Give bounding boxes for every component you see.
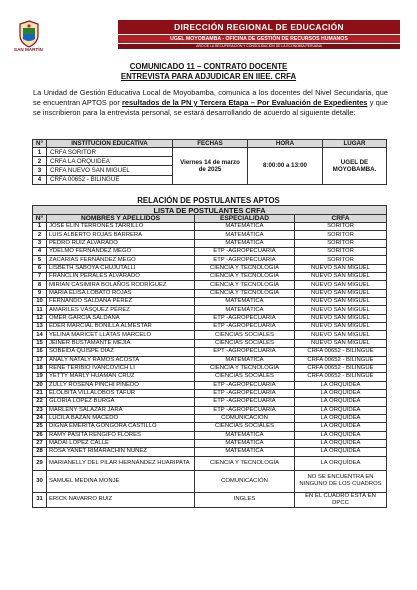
table-row [33,298,387,306]
schedule-col-num: N° [33,140,47,148]
row-name: ZACARIAS FERNÁNDEZ MEGO [47,256,195,264]
row-crfa: SORITOR [295,223,387,231]
row-crfa: LA ORQUÍDEA [295,381,387,389]
row-especialidad: MATEMÁTICA [195,223,295,231]
row-crfa: CRFA 00652 - BILINGÜE [295,348,387,356]
row-number: 12 [33,314,47,322]
table-row [33,439,387,447]
section-title: RELACIÓN DE POSTULANTES APTOS [137,196,280,205]
letterhead [14,20,400,52]
row-number: 16 [33,348,47,356]
row-especialidad: CIENCIA Y TECNOLOGÍA [195,364,295,372]
table-row [33,231,387,239]
row-crfa: NUEVO SAN MIGUEL [295,289,387,297]
row-number: 24 [33,414,47,422]
header-small-text: AÑO DE LA RECUPERACIÓN Y CONSOLIDACIÓN DE LA ECONOMÍA PERUANA [118,44,400,49]
applicants-table [32,205,387,508]
row-crfa: SORITOR [295,248,387,256]
row-crfa: NUEVO SAN MIGUEL [295,273,387,281]
row-crfa: LA ORQUÍDEA [295,406,387,414]
row-crfa: NUEVO SAN MIGUEL [295,298,387,306]
row-especialidad: CIENCIA Y TECNOLOGÍA [195,264,295,272]
row-crfa: NUEVO SAN MIGUEL [295,264,387,272]
row-especialidad: COMUNICACIÓN [195,414,295,422]
schedule-col-lugar: LUGAR [323,140,387,148]
row-especialidad: ETP -AGROPECUARIA [195,381,295,389]
row-crfa: NUEVO SAN MIGUEL [295,281,387,289]
row-name: YDELMO FERNÁNDEZ MEGO [47,248,195,256]
row-crfa: NO SE ENCUENTRA EN NINGUNO DE LOS CUADROS [295,470,387,492]
row-name: GLORIA LÓPEZ BURGA [47,398,195,406]
row-number: 4 [33,248,47,256]
table-row [33,339,387,347]
row-number: 26 [33,431,47,439]
table-row [33,389,387,397]
table-row [33,314,387,322]
header-title: DIRECCIÓN REGIONAL DE EDUCACIÓN [118,20,400,34]
row-especialidad: ETP -AGROPECUARIA [195,389,295,397]
row-name: ELOLBITA VILLALOBOS TAFUR [47,389,195,397]
row-name: JOSÉ ELIN TERRONES TARRILLO [47,223,195,231]
row-number: 28 [33,448,47,456]
row-number: 6 [33,264,47,272]
schedule-col-ie: INSTITUCIÓN EDUCATIVA [47,140,173,148]
regional-shield-icon [18,20,40,48]
row-name: FERNANDO SALDAÑA PÉREZ [47,298,195,306]
row-number: 14 [33,331,47,339]
row-name: SOBEIDA QUISPE DÍAZ [47,348,195,356]
row-name: YELINA MARICET LLATAS MARCELO [47,331,195,339]
row-crfa: EN EL CUADRO ESTÁ EN DPCC [295,492,387,507]
row-crfa: LA ORQUÍDEA [295,431,387,439]
table-row [33,248,387,256]
row-name: MARIA ELISA LOBATO ROJAS [47,289,195,297]
row-especialidad: MATEMÁTICA [195,306,295,314]
row-crfa: NUEVO SAN MIGUEL [295,331,387,339]
col-crfa: CRFA [295,215,387,223]
row-name: MARLENY SALAZAR JARA [47,406,195,414]
col-especialidad: ESPECIALIDAD [195,215,295,223]
row-number: 2 [33,231,47,239]
row-name: LUCILA BAZAN MACEDO [47,414,195,422]
row-especialidad: CIENCIA Y TECNOLOGÍA [195,289,295,297]
row-name: MIRIAN CASIMIRA BOLAÑOS RODRÍGUEZ [47,281,195,289]
row-name: MARIANELLY DEL PILAR HERNÁNDEZ HUARIPATA [47,456,195,470]
row-crfa: SORITOR [295,239,387,247]
table-row [33,414,387,422]
row-crfa: LA ORQUÍDEA [295,414,387,422]
col-name: NOMBRES Y APELLIDOS [47,215,195,223]
row-name: MADAI LÓPEZ CALLE [47,439,195,447]
row-name: DIGNA EMERITA GÓNGORA CASTILLO [47,423,195,431]
row-crfa: LA ORQUÍDEA [295,398,387,406]
row-name: ROSA YANET RIMARACHIN NÚÑEZ [47,448,195,456]
table-row [33,256,387,264]
table-row [33,470,387,492]
table-row [33,448,387,456]
table-row [33,223,387,231]
table-row [33,331,387,339]
table-row [33,492,387,507]
schedule-row: 1 CRFA SORITOR Viernes 14 de marzo de 2025 8:00:00 a 13:00 UGEL DE MOYOBAMBA. [33,148,387,157]
row-number: 15 [33,339,47,347]
schedule-table [32,139,387,185]
row-number: 21 [33,389,47,397]
row-name: ZULLY ROSENA PINCHI PINEDO [47,381,195,389]
schedule-row: 4 CRFA 00652 - BILINGÜE [33,175,387,184]
row-number: 25 [33,423,47,431]
row-especialidad: ETP -AGROPECUARIA [195,314,295,322]
row-crfa: LA ORQUÍDEA [295,456,387,470]
row-especialidad: ETP -AGROPECUARIA [195,323,295,331]
row-number: 23 [33,406,47,414]
table-row [33,398,387,406]
row-crfa: LA ORQUÍDEA [295,389,387,397]
table-row [33,264,387,272]
row-especialidad: MATEMÁTICA [195,298,295,306]
row-name: RENE TERIBIO IVANCOVICH LI [47,364,195,372]
col-num: N° [33,215,47,223]
intro-emphasis: resultados de la PN y Tercera Etapa – Por Evaluación de Expedientes [122,98,368,107]
row-name: ANALY NATALY RAMOS ACOSTA [47,356,195,364]
schedule-row: 3 CRFA NUEVO SAN MIGUEL [33,166,387,175]
row-crfa: NUEVO SAN MIGUEL [295,314,387,322]
table-row [33,381,387,389]
row-number: 20 [33,381,47,389]
row-especialidad: EPT -AGROPECUARIA [195,348,295,356]
table-row [33,456,387,470]
row-name: EDER MARCIAL BONILLA ALMESTAR [47,323,195,331]
table-row [33,289,387,297]
table-row [33,348,387,356]
row-name: FRANCLIN PERALES ALVARADO [47,273,195,281]
row-number: 19 [33,373,47,381]
table-row [33,423,387,431]
row-especialidad: ETP -AGROPECUARIA [195,256,295,264]
document-subtitle: ENTREVISTA PARA ADJUDICAR EN IIEE. CRFA [120,72,297,81]
row-especialidad: MATEMÁTICA [195,239,295,247]
row-especialidad: CIENCIAS SOCIALES [195,331,295,339]
intro-paragraph: La Unidad de Gestión Educativa Local de Moyobamba, comunica a los docentes del Nivel Secundaria, que se encuentran APTOS por resultados de la PN y Tercera Etapa – Por Evaluación de Expedientes y que se inscribieron para la entrevista personal, se estará desarrollando de acuerdo al siguiente detalle: [33,88,388,117]
row-especialidad: ETP -AGROPECUARIA [195,406,295,414]
row-crfa: LA ORQUÍDEA [295,439,387,447]
row-name: JEINER BUSTAMANTE MEJÍA [47,339,195,347]
schedule-col-hora: HORA [248,140,323,148]
row-especialidad: COMUNICACIÓN [195,470,295,492]
row-name: AMARILES VÁSQUEZ PÉREZ [47,306,195,314]
document-title: COMUNICADO 11 – CONTRATO DOCENTE [129,62,288,71]
row-name: LISBETH SABOYA CHUJUTALLI [47,264,195,272]
row-name: SAMUEL MEDINA MONJE [47,470,195,492]
table-row [33,364,387,372]
table-row [33,306,387,314]
table-row [33,356,387,364]
row-number: 10 [33,298,47,306]
row-especialidad: INGLES [195,492,295,507]
schedule-col-fechas: FECHAS [173,140,248,148]
row-crfa: NUEVO SAN MIGUEL [295,306,387,314]
row-name: PEDRO RUIZ ALVARADO [47,239,195,247]
row-crfa: NUEVO SAN MIGUEL [295,323,387,331]
schedule-fecha: Viernes 14 de marzo de 2025 [173,148,248,185]
schedule-hora: 8:00:00 a 13:00 [248,148,323,185]
row-name: OMER GARCÍA SALDAÑA [47,314,195,322]
row-number: 3 [33,239,47,247]
schedule-lugar: UGEL DE MOYOBAMBA. [323,148,387,185]
row-number: 30 [33,470,47,492]
applicants-caption: LISTA DE POSTULANTES CRFA [33,206,387,215]
row-name: RAMY PASITA RENGIFO FLORES [47,431,195,439]
row-especialidad: MATEMÁTICA [195,439,295,447]
row-especialidad: MATEMÁTICA [195,431,295,439]
row-number: 22 [33,398,47,406]
row-crfa: SORITOR [295,256,387,264]
table-row [33,281,387,289]
row-crfa: CRFA 00652 - BILINGÜE [295,373,387,381]
row-especialidad: CIENCIAS SOCIALES [195,373,295,381]
row-especialidad: CIENCIA Y TECNOLOGÍA [195,273,295,281]
row-name: LUIS ALBERTO ROJAS BARRERA [47,231,195,239]
row-number: 1 [33,223,47,231]
row-number: 29 [33,456,47,470]
row-number: 18 [33,364,47,372]
row-especialidad: MATEMÁTICA [195,356,295,364]
header-subtitle: UGEL MOYOBAMBA - OFICINA DE GESTIÓN DE RECURSOS HUMANOS [118,35,400,43]
row-number: 7 [33,273,47,281]
row-especialidad: ETP -AGROPECUARIA [195,398,295,406]
row-name: YETTY MARLY HUAMÁN CRUZ [47,373,195,381]
row-especialidad: MATEMÁTICA [195,231,295,239]
row-crfa: CRFA 00652 - BILINGÜE [295,356,387,364]
row-number: 11 [33,306,47,314]
table-row [33,431,387,439]
row-crfa: CRFA 00652 - BILINGÜE [295,364,387,372]
row-especialidad: MATEMÁTICA [195,448,295,456]
table-row [33,406,387,414]
row-especialidad: CIENCIAS SOCIALES [195,423,295,431]
schedule-row: 2 CRFA LA ORQUIDEA [33,157,387,166]
row-crfa: LA ORQUÍDEA [295,448,387,456]
row-name: ERICK NAVARRO RUIZ [47,492,195,507]
table-row [33,273,387,281]
table-row [33,323,387,331]
row-especialidad: CIENCIA Y TECNOLOGÍA [195,456,295,470]
logo-text: SAN MARTÍN [14,47,43,52]
row-number: 5 [33,256,47,264]
row-especialidad: CIENCIA Y TECNOLOGÍA [195,281,295,289]
row-number: 27 [33,439,47,447]
row-especialidad: ETP -AGROPECUARIA [195,248,295,256]
row-crfa: LA ORQUÍDEA [295,423,387,431]
row-especialidad: CIENCIAS SOCIALES [195,339,295,347]
row-number: 8 [33,281,47,289]
row-number: 13 [33,323,47,331]
table-row [33,373,387,381]
row-number: 9 [33,289,47,297]
table-row [33,239,387,247]
row-number: 31 [33,492,47,507]
row-crfa: NUEVO SAN MIGUEL [295,339,387,347]
row-crfa: SORITOR [295,231,387,239]
row-number: 17 [33,356,47,364]
